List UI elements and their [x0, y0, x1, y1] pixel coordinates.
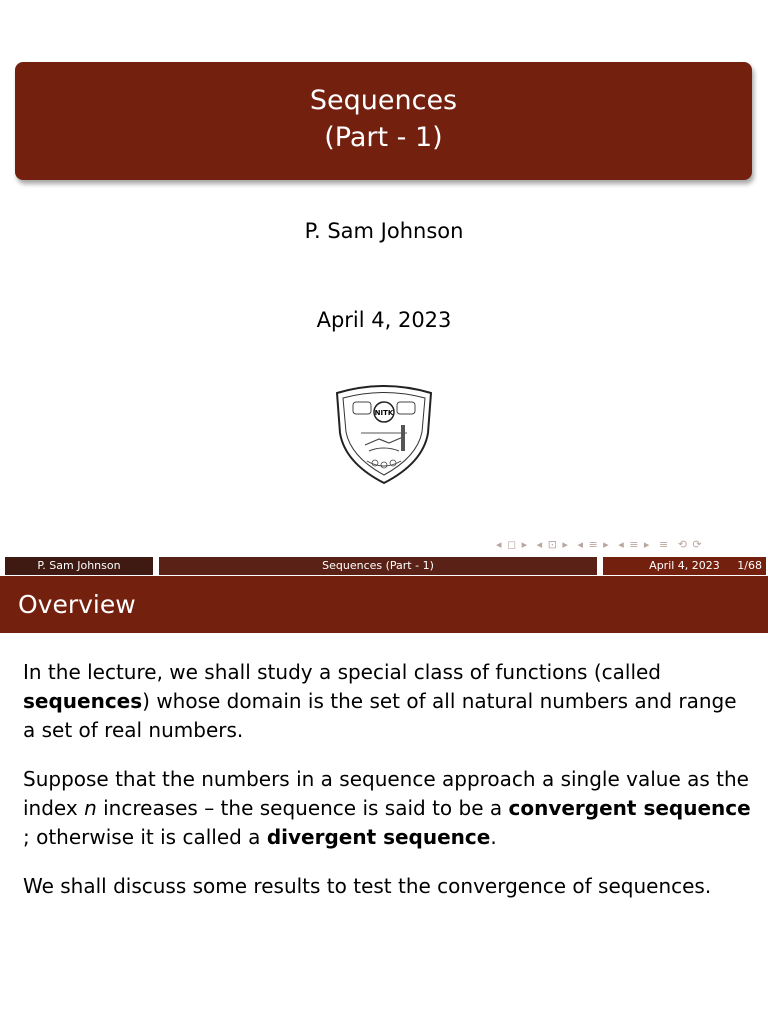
title-subtitle: (Part - 1) [324, 122, 443, 153]
footer-author: P. Sam Johnson [5, 557, 153, 575]
paragraph-intro: In the lecture, we shall study a special class of functions (called sequences) whose domain is the set of all natural numbers and range a set of real numbers. [23, 660, 737, 742]
beamer-navigation-symbols[interactable] [496, 538, 707, 551]
frame-title: Overview [0, 576, 768, 633]
nav-document-icon[interactable]: ◂ ≡ ▸ [618, 538, 651, 551]
author-name: P. Sam Johnson [304, 219, 464, 243]
paragraph-convergence: Suppose that the numbers in a sequence approach a single value as the index n increases – the sequence is said to be a convergent sequence ; otherwise it is called a divergent sequence. [23, 767, 751, 849]
paragraph-plan: We shall discuss some results to test the convergence of sequences. [23, 874, 712, 898]
nav-section-icon[interactable]: ◂ ≡ ▸ [577, 538, 610, 551]
term-convergent-sequence: convergent sequence [508, 796, 751, 820]
nav-search-back-icon[interactable]: ⟲ ⟳ [677, 538, 703, 551]
title-main: Sequences [309, 85, 458, 116]
overview-slide [0, 576, 768, 1024]
institute-emblem-logo [331, 385, 437, 485]
footer-page-number: 1/68 [737, 559, 762, 572]
nav-frame-icon[interactable]: ◂ ◻ ▸ [496, 538, 529, 551]
term-sequences: sequences [23, 689, 143, 713]
footer-date-page [603, 557, 766, 575]
title-block [15, 62, 752, 180]
nav-appendix-icon[interactable]: ≡ [658, 538, 670, 551]
footer-date: April 4, 2023 [649, 559, 720, 572]
nav-subsection-icon[interactable]: ◂ ⊡ ▸ [536, 538, 569, 551]
slide-body [23, 658, 753, 921]
footer-title: Sequences (Part - 1) [159, 557, 597, 575]
svg-text:NITK: NITK [374, 409, 394, 417]
term-divergent-sequence: divergent sequence [266, 825, 491, 849]
presentation-date: April 4, 2023 [316, 308, 452, 332]
variable-n: n [84, 796, 97, 820]
footer-bar [5, 557, 766, 575]
